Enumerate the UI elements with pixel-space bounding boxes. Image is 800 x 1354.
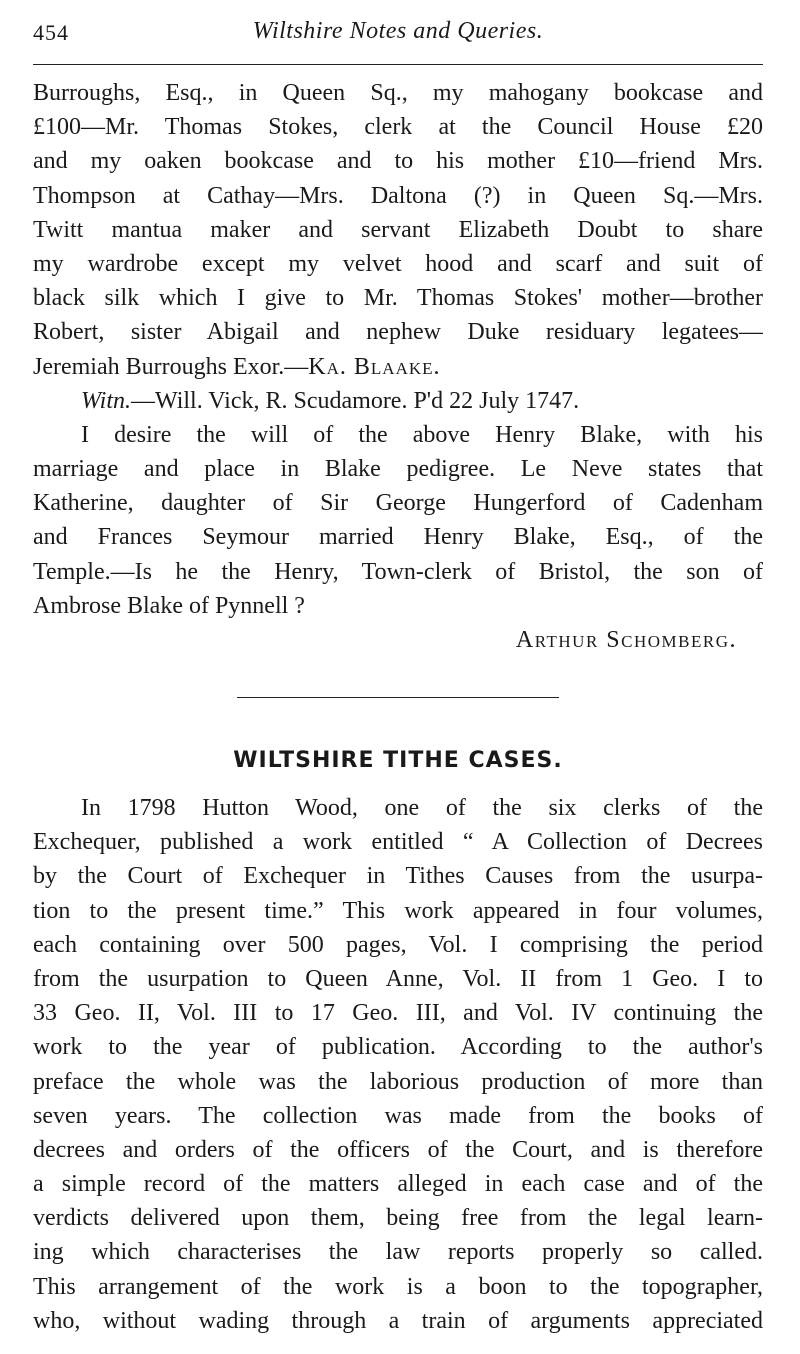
article-line: This arrangement of the work is a boon to the topographer, — [33, 1273, 763, 1300]
document-page — [33, 14, 763, 1334]
exor-line — [33, 350, 763, 384]
running-title: Wiltshire Notes and Queries. — [252, 18, 544, 44]
text-line: and my oaken bookcase and to his mother £10—friend Mrs. — [33, 148, 763, 175]
article-line: work to the year of publication. According to the author's — [33, 1034, 763, 1061]
article-line: 33 Geo. II, Vol. III to 17 Geo. III, and Vol. IV continuing the — [33, 1000, 763, 1027]
article-line: verdicts delivered upon them, being free from the legal learn- — [33, 1205, 763, 1232]
article-line: from the usurpation to Queen Anne, Vol. II from 1 Geo. I to — [33, 965, 763, 992]
article-line: a simple record of the matters alleged in each case and of the — [33, 1171, 763, 1198]
query-line: Katherine, daughter of Sir George Hungerford of Cadenham — [33, 490, 763, 517]
query-line: Ambrose Blake of Pynnell ? — [33, 592, 305, 619]
article-line: Exchequer, published a work entitled “ A Collection of Decrees — [33, 829, 763, 856]
author-signature: Arthur Schomberg. — [515, 627, 737, 653]
article-line: tion to the present time.” This work appeared in four volumes, — [33, 897, 763, 924]
witness-line — [33, 384, 763, 418]
text-line: Robert, sister Abigail and nephew Duke residuary legatees— — [33, 319, 763, 346]
section-rule — [237, 697, 559, 698]
page-number: 454 — [33, 20, 69, 45]
header-rule — [33, 64, 763, 65]
query-line: and Frances Seymour married Henry Blake, Esq., of the — [33, 524, 763, 551]
article-line: ing which characterises the law reports properly so called. — [33, 1239, 763, 1266]
section-divider — [33, 697, 763, 703]
witness-label: Witn. — [81, 387, 132, 414]
article-line: seven years. The collection was made from the books of — [33, 1102, 763, 1129]
text-line: black silk which I give to Mr. Thomas Stokes' mother—brother — [33, 285, 763, 312]
text-line: Burroughs, Esq., in Queen Sq., my mahogany bookcase and — [33, 80, 763, 106]
page-header — [33, 14, 763, 54]
text-line: Twitt mantua maker and servant Elizabeth Doubt to share — [33, 216, 763, 243]
text-line: my wardrobe except my velvet hood and scarf and suit of — [33, 250, 763, 277]
exor-text: Jeremiah Burroughs Exor.— — [33, 353, 309, 380]
witness-text: —Will. Vick, R. Scudamore. P'd 22 July 1747. — [131, 387, 580, 414]
article-body — [33, 791, 763, 1338]
will-section — [33, 76, 763, 657]
article-line: In 1798 Hutton Wood, one of the six clerks of the — [81, 795, 763, 821]
article-heading: WILTSHIRE TITHE CASES. — [233, 748, 563, 773]
text-line: Thompson at Cathay—Mrs. Daltona (?) in Queen Sq.—Mrs. — [33, 182, 763, 209]
text-line: £100—Mr. Thomas Stokes, clerk at the Council House £20 — [33, 114, 763, 141]
query-line: marriage and place in Blake pedigree. Le Neve states that — [33, 456, 763, 483]
article-line: preface the whole was the laborious production of more than — [33, 1068, 763, 1095]
article-line: who, without wading through a train of arguments appreciated — [33, 1307, 763, 1334]
article-line: by the Court of Exchequer in Tithes Causes from the usurpa- — [33, 863, 763, 890]
exor-signature: Ka. Blaake. — [308, 353, 441, 380]
article-line: decrees and orders of the officers of the Court, and is therefore — [33, 1136, 763, 1163]
query-line: Temple.—Is he the Henry, Town-clerk of Bristol, the son of — [33, 558, 763, 585]
article-line: each containing over 500 pages, Vol. I comprising the period — [33, 931, 763, 958]
query-line: I desire the will of the above Henry Blake, with his — [81, 421, 763, 448]
